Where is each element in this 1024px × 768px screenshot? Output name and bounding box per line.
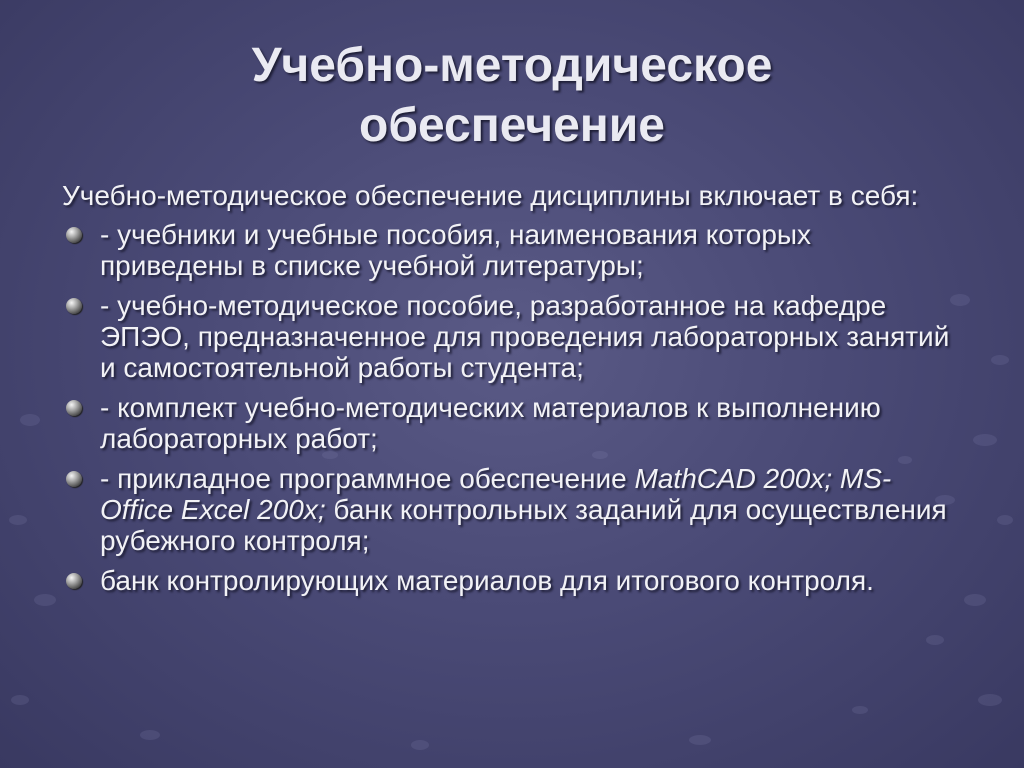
sphere-bullet-icon (66, 573, 82, 589)
slide-body (62, 180, 962, 605)
software-names: MathCAD 200x; MS-Office Excel 200x; (100, 463, 892, 525)
list-item-text-start: - прикладное программное обеспечение (100, 463, 635, 494)
sphere-bullet-icon (66, 298, 82, 314)
sphere-bullet-icon (66, 400, 82, 416)
list-item-text: - учебно-методическое пособие, разработанное на кафедре ЭПЭО, предназначенное для проведения лабораторных занятий и самостоятельной работы студента; (100, 290, 950, 383)
list-item (62, 219, 962, 281)
intro-text: Учебно-методическое обеспечение дисциплины включает в себя: (62, 180, 919, 211)
list-item-text: банк контролирующих материалов для итогового контроля. (100, 565, 874, 596)
bullet-list (62, 219, 962, 596)
slide-title (0, 36, 1024, 156)
list-item-text: - учебники и учебные пособия, наименования которых приведены в списке учебной литературы; (100, 219, 812, 281)
list-item-text-end: банк контрольных заданий для осуществления рубежного контроля; (100, 494, 947, 556)
title-line-1: Учебно-методическое (251, 39, 773, 92)
list-item-text: - комплект учебно-методических материалов к выполнению лабораторных работ; (100, 392, 881, 454)
sphere-bullet-icon (66, 227, 82, 243)
sphere-bullet-icon (66, 471, 82, 487)
title-line-2: обеспечение (359, 99, 665, 152)
list-item (62, 565, 962, 596)
list-item (62, 290, 962, 383)
list-item (62, 392, 962, 454)
list-item (62, 463, 962, 556)
